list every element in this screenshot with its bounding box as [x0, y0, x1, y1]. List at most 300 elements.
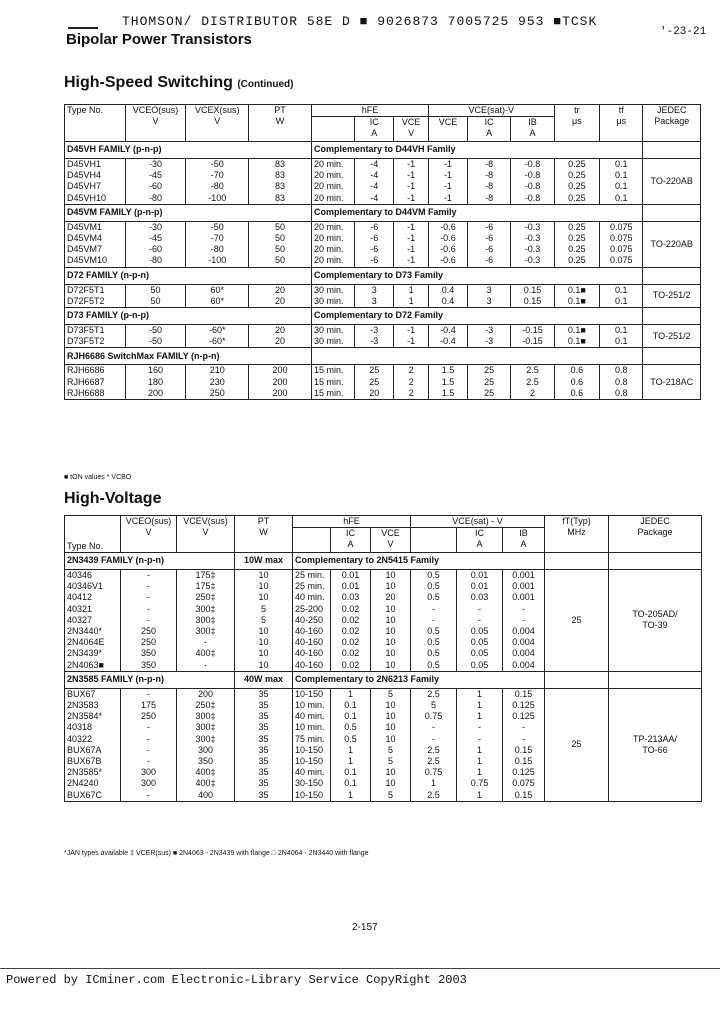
family-row: [65, 308, 701, 325]
hv-col-pt: PT W: [235, 516, 293, 553]
hs-section-title: [64, 74, 293, 92]
table-cell: 40 min.: [293, 767, 331, 778]
table-cell: 0.02: [331, 626, 371, 637]
table-cell: 35: [235, 790, 293, 802]
table-cell: 30-150: [293, 778, 331, 789]
table-cell: 10: [235, 648, 293, 659]
table-cell: 15 min.: [311, 388, 354, 400]
table-cell: 300‡: [177, 626, 235, 637]
family-row: [65, 553, 702, 570]
table-cell: 1: [411, 778, 457, 789]
table-cell: Complementary to 2N6213 Family: [293, 671, 545, 688]
table-cell: 0.25: [554, 193, 600, 205]
table-cell: -: [411, 722, 457, 733]
table-cell: 0.15: [511, 296, 554, 308]
table-cell: -45: [125, 233, 186, 244]
table-cell: Complementary to D44VM Family: [311, 204, 643, 221]
table-cell: 10: [235, 637, 293, 648]
table-cell: 0.075: [503, 778, 545, 789]
table-cell: -50: [125, 336, 186, 348]
table-cell: 10: [371, 711, 411, 722]
table-row: [65, 325, 701, 337]
table-cell: 5: [371, 688, 411, 700]
table-cell: 60*: [186, 296, 249, 308]
table-cell: 25 min.: [293, 581, 331, 592]
hv-col-vcev: VCEV(sus) V: [177, 516, 235, 553]
empty-cell: [545, 671, 609, 688]
table-cell: 20 min.: [311, 244, 354, 255]
table-cell: 20: [355, 388, 394, 400]
table-cell: 40318: [67, 722, 93, 733]
table-cell: 0.6: [554, 365, 600, 377]
table-cell: -0.15: [511, 325, 554, 337]
hs-col-vcex: VCEX(sus) V: [186, 105, 249, 142]
table-cell: 0.05: [457, 648, 503, 659]
hv-col-type: Type No.: [67, 541, 104, 551]
hv-col-vce: VCE V: [371, 528, 411, 553]
table-cell: 250: [121, 637, 177, 648]
table-cell: 0.02: [331, 604, 371, 615]
hv-footnote: *JAN types available ‡ VCER(sus) ■ 2N4063 - 2N3439 with flange □ 2N4064 - 2N3440 with flange: [64, 850, 369, 857]
page-header: THOMSON/ DISTRIBUTOR 58E D ■ 9026873 7005725 953 ■TCSK: [122, 14, 598, 29]
table-cell: 0.8: [600, 388, 643, 400]
table-cell: 0.1: [600, 193, 643, 205]
table-cell: 175‡: [177, 581, 235, 592]
table-cell: 60*: [186, 284, 249, 296]
table-cell: -0.8: [511, 159, 554, 171]
table-cell: 5: [411, 700, 457, 711]
table-cell: 0.01: [331, 581, 371, 592]
table-cell: 0.004: [503, 637, 545, 648]
hv-col-vc: [411, 528, 457, 553]
table-cell: 2N3439 FAMILY (n-p-n): [65, 553, 235, 570]
table-cell: -1: [394, 181, 429, 192]
table-cell: 0.075: [600, 255, 643, 267]
table-cell: 20 min.: [311, 233, 354, 244]
table-cell: 20: [249, 325, 312, 337]
table-cell: 300: [121, 778, 177, 789]
table-cell: -: [121, 581, 177, 592]
table-cell: 0.4: [428, 284, 467, 296]
hv-col-vceo: VCEO(sus) V: [121, 516, 177, 553]
table-cell: -60*: [186, 325, 249, 337]
table-cell: 0.1■: [554, 325, 600, 337]
table-cell: 10: [371, 734, 411, 745]
table-cell: 75 min.: [293, 734, 331, 745]
table-cell: -80: [186, 181, 249, 192]
table-cell: 50: [249, 255, 312, 267]
table-cell: -30: [125, 221, 186, 233]
family-row: [65, 348, 701, 365]
table-cell: 40322: [67, 733, 93, 744]
table-cell: 10: [371, 767, 411, 778]
table-cell: 0.15: [503, 790, 545, 802]
table-cell: 2N3440*: [67, 626, 103, 637]
table-cell: 2: [394, 388, 429, 400]
table-cell: 10: [371, 778, 411, 789]
table-cell: 0.1: [600, 284, 643, 296]
table-cell: -60: [125, 244, 186, 255]
table-cell: 10: [371, 700, 411, 711]
table-cell: -0.8: [511, 193, 554, 205]
table-cell: -: [503, 615, 545, 626]
hs-col-vc: VCE: [428, 117, 467, 142]
table-cell: 400: [177, 790, 235, 802]
table-cell: D45VM1: [67, 221, 103, 232]
table-cell: -: [411, 615, 457, 626]
table-cell: -1: [394, 244, 429, 255]
empty-cell: [643, 308, 701, 325]
table-cell: 0.8: [600, 377, 643, 388]
table-cell: D45VH7: [67, 181, 102, 192]
table-cell: 3: [355, 296, 394, 308]
empty-cell: [643, 142, 701, 159]
table-cell: -1: [394, 193, 429, 205]
table-cell: 0.01: [457, 570, 503, 582]
table-cell: 0.25: [554, 181, 600, 192]
table-cell: -: [121, 756, 177, 767]
table-cell: Complementary to D73 Family: [311, 267, 643, 284]
table-cell: 10: [371, 615, 411, 626]
table-cell: 50: [249, 233, 312, 244]
empty-cell: [643, 348, 701, 365]
table-cell: 5: [371, 745, 411, 756]
hv-col-hfe: hFE: [293, 516, 411, 528]
table-cell: 30 min.: [311, 296, 354, 308]
table-cell: D73F5T2: [67, 336, 105, 347]
table-cell: 0.004: [503, 626, 545, 637]
table-cell: D45VM4: [67, 233, 103, 244]
table-cell: 2N3583: [67, 700, 99, 711]
table-row: [65, 159, 701, 171]
table-cell: 83: [249, 181, 312, 192]
table-cell: 0.02: [331, 660, 371, 672]
table-cell: 83: [249, 193, 312, 205]
table-cell: 300‡: [177, 711, 235, 722]
table-cell: 0.001: [503, 581, 545, 592]
table-row: [65, 221, 701, 233]
table-cell: -0.8: [511, 170, 554, 181]
table-cell: D72 FAMILY (n-p-n): [65, 267, 312, 284]
table-cell: -1: [394, 336, 429, 348]
table-cell: 1: [457, 745, 503, 756]
table-cell: 25 min.: [293, 570, 331, 582]
table-cell: 200: [249, 365, 312, 377]
table-cell: 1: [331, 790, 371, 802]
table-cell: -0.15: [511, 336, 554, 348]
table-cell: 2N3439*: [67, 648, 103, 659]
table-cell: 0.1: [600, 170, 643, 181]
table-cell: 30 min.: [311, 336, 354, 348]
table-cell: 0.125: [503, 767, 545, 778]
table-row: [65, 181, 701, 192]
table-cell: 0.1: [331, 711, 371, 722]
table-cell: 0.001: [503, 570, 545, 582]
table-cell: 0.02: [331, 637, 371, 648]
table-cell: 25: [355, 377, 394, 388]
table-cell: 300‡: [177, 604, 235, 615]
table-cell: -3: [355, 336, 394, 348]
table-cell: 25: [545, 688, 609, 801]
table-cell: -: [121, 790, 177, 802]
table-cell: 160: [125, 365, 186, 377]
table-cell: 0.004: [503, 648, 545, 659]
table-cell: 10 min.: [293, 700, 331, 711]
table-cell: 35: [235, 745, 293, 756]
hv-col-vcesat: VCE(sat) - V: [411, 516, 545, 528]
jedec-line: TO-205AD/: [632, 609, 678, 620]
empty-cell: [311, 348, 643, 365]
table-cell: 200: [249, 388, 312, 400]
table-cell: -30: [125, 159, 186, 171]
table-cell: 0.075: [600, 244, 643, 255]
table-row: [65, 688, 702, 700]
table-cell: -6: [467, 221, 510, 233]
table-cell: -1: [394, 170, 429, 181]
table-cell: 250: [121, 626, 177, 637]
table-cell: 0.75: [411, 711, 457, 722]
table-cell: -: [503, 604, 545, 615]
table-cell: 0.5: [411, 637, 457, 648]
table-cell: 0.01: [457, 581, 503, 592]
table-cell: 1: [457, 767, 503, 778]
table-cell: 0.02: [331, 615, 371, 626]
table-cell: 0.5: [411, 570, 457, 582]
table-cell: 1: [331, 745, 371, 756]
table-cell: -100: [186, 255, 249, 267]
table-cell: -: [457, 734, 503, 745]
table-cell: -60*: [186, 336, 249, 348]
hs-col-vce: VCE V: [394, 117, 429, 142]
table-cell: -1: [394, 221, 429, 233]
table-cell: 1: [331, 688, 371, 700]
table-cell: 10: [371, 604, 411, 615]
table-cell: 10-150: [293, 756, 331, 767]
table-cell: 0.5: [411, 648, 457, 659]
table-cell: 0.4: [428, 296, 467, 308]
table-cell: BUX67: [67, 688, 96, 699]
table-cell: -: [503, 734, 545, 745]
table-row: [65, 336, 701, 348]
table-cell: -1: [394, 255, 429, 267]
corner-code: '-23-21: [660, 26, 707, 38]
table-cell: 35: [235, 734, 293, 745]
table-cell: 1: [331, 756, 371, 767]
jedec-line: TO-66: [642, 744, 668, 755]
table-cell: 5: [235, 604, 293, 615]
table-cell: 0.05: [457, 637, 503, 648]
table-cell: 0.001: [503, 592, 545, 603]
jedec-package-cell: [609, 688, 702, 801]
table-cell: 10-150: [293, 688, 331, 700]
table-cell: D45VM10: [67, 255, 108, 266]
table-cell: 1: [394, 296, 429, 308]
hs-col-vcesat: VCE(sat)-V: [428, 105, 554, 117]
table-cell: -1: [428, 193, 467, 205]
table-cell: D45VH FAMILY (p-n-p): [65, 142, 312, 159]
table-cell: 10: [235, 570, 293, 582]
table-cell: 300: [177, 745, 235, 756]
table-cell: 20: [249, 284, 312, 296]
table-cell: RJH6687: [67, 376, 105, 387]
table-cell: 1: [457, 790, 503, 802]
table-cell: 5: [371, 790, 411, 802]
table-cell: 175: [121, 700, 177, 711]
hs-footnote: ■ tON values * VCBO: [64, 474, 132, 481]
table-cell: 10: [371, 660, 411, 672]
table-cell: 40-160: [293, 660, 331, 672]
high-speed-table: [64, 104, 701, 400]
table-cell: -80: [125, 193, 186, 205]
table-cell: 0.15: [511, 284, 554, 296]
table-cell: 50: [125, 284, 186, 296]
table-cell: -1: [428, 181, 467, 192]
table-cell: 50: [125, 296, 186, 308]
family-row: [65, 204, 701, 221]
table-cell: TO-220AB: [643, 221, 701, 267]
table-cell: 0.125: [503, 711, 545, 722]
table-cell: 0.6: [554, 377, 600, 388]
table-cell: -0.8: [511, 181, 554, 192]
table-cell: 1: [457, 700, 503, 711]
table-cell: 200: [125, 388, 186, 400]
table-cell: 2.5: [411, 756, 457, 767]
footer-rule: [0, 968, 720, 969]
table-cell: 0.03: [331, 592, 371, 603]
table-cell: 300‡: [177, 722, 235, 733]
table-cell: 300‡: [177, 734, 235, 745]
table-cell: 300: [121, 767, 177, 778]
table-cell: -3: [355, 325, 394, 337]
empty-cell: [609, 553, 702, 570]
table-cell: 2N4063■: [67, 659, 104, 670]
jedec-line: TP-213AA/: [633, 733, 678, 744]
table-cell: -: [177, 637, 235, 648]
table-cell: 2: [394, 365, 429, 377]
table-cell: 0.75: [457, 778, 503, 789]
table-cell: 230: [186, 377, 249, 388]
table-cell: -: [411, 604, 457, 615]
table-cell: -0.4: [428, 336, 467, 348]
table-cell: 25: [467, 377, 510, 388]
table-cell: 20: [249, 296, 312, 308]
table-cell: D45VH10: [67, 192, 107, 203]
table-cell: -1: [394, 159, 429, 171]
table-cell: 0.075: [600, 221, 643, 233]
table-cell: 50: [249, 221, 312, 233]
table-cell: -0.3: [511, 221, 554, 233]
table-cell: 35: [235, 700, 293, 711]
table-cell: RJH6686 SwitchMax FAMILY (n-p-n): [65, 348, 312, 365]
table-cell: TO-218AC: [643, 365, 701, 400]
table-cell: 400‡: [177, 778, 235, 789]
table-cell: 40321: [67, 603, 93, 614]
table-cell: -4: [355, 193, 394, 205]
table-cell: 175‡: [177, 570, 235, 582]
table-cell: -1: [394, 325, 429, 337]
hv-col-ic2: IC A: [457, 528, 503, 553]
table-cell: 20 min.: [311, 193, 354, 205]
table-cell: 40346: [67, 570, 93, 580]
table-cell: 10 min.: [293, 722, 331, 733]
table-cell: 0.5: [331, 722, 371, 733]
table-cell: -3: [467, 336, 510, 348]
table-cell: -0.6: [428, 255, 467, 267]
table-cell: 5: [371, 756, 411, 767]
table-cell: -100: [186, 193, 249, 205]
hv-col-hfe-blank: [293, 528, 331, 553]
table-cell: -6: [467, 255, 510, 267]
table-cell: D45VM FAMILY (p-n-p): [65, 204, 312, 221]
table-cell: 0.075: [600, 233, 643, 244]
table-cell: 200: [177, 688, 235, 700]
hv-col-ic: IC A: [331, 528, 371, 553]
table-cell: D72F5T2: [67, 295, 105, 306]
table-cell: 1.5: [428, 388, 467, 400]
table-cell: 40 min.: [293, 592, 331, 603]
table-cell: 2.5: [411, 745, 457, 756]
table-cell: 0.1: [600, 325, 643, 337]
table-cell: RJH6688: [67, 387, 105, 398]
table-cell: -: [121, 592, 177, 603]
table-cell: 2N3585 FAMILY (n-p-n): [65, 671, 235, 688]
table-cell: -: [121, 722, 177, 733]
table-cell: 10-150: [293, 745, 331, 756]
hs-col-hfe: hFE: [311, 105, 428, 117]
table-cell: -70: [186, 170, 249, 181]
table-cell: -0.3: [511, 255, 554, 267]
table-cell: 2N4064E: [67, 637, 105, 648]
table-cell: 1.5: [428, 377, 467, 388]
table-cell: 40412: [67, 592, 93, 603]
table-cell: 10: [371, 581, 411, 592]
table-cell: -60: [125, 181, 186, 192]
table-cell: -6: [355, 244, 394, 255]
empty-cell: [609, 671, 702, 688]
table-cell: 35: [235, 711, 293, 722]
table-cell: 180: [125, 377, 186, 388]
table-cell: 3: [467, 296, 510, 308]
table-row: [65, 233, 701, 244]
table-cell: -70: [186, 233, 249, 244]
table-cell: 2N4240: [67, 778, 99, 789]
table-cell: 0.25: [554, 233, 600, 244]
table-cell: 10: [371, 637, 411, 648]
table-cell: 2.5: [411, 790, 457, 802]
hs-col-ib: IB A: [511, 117, 554, 142]
table-cell: TO-220AB: [643, 159, 701, 205]
table-cell: 2: [394, 377, 429, 388]
table-row: [65, 255, 701, 267]
table-cell: D73F5T1: [67, 325, 105, 336]
table-cell: 0.5: [411, 581, 457, 592]
table-cell: D72F5T1: [67, 284, 105, 295]
table-cell: 20: [371, 592, 411, 603]
table-cell: 25: [467, 388, 510, 400]
table-row: [65, 284, 701, 296]
table-cell: 20: [249, 336, 312, 348]
table-row: [65, 570, 702, 582]
table-cell: Complementary to D44VH Family: [311, 142, 643, 159]
table-cell: 35: [235, 722, 293, 733]
table-cell: 0.004: [503, 660, 545, 672]
table-cell: 0.125: [503, 700, 545, 711]
table-cell: -8: [467, 159, 510, 171]
table-cell: 3: [355, 284, 394, 296]
table-cell: D45VH1: [67, 159, 102, 169]
table-cell: -0.6: [428, 233, 467, 244]
table-cell: 1: [457, 756, 503, 767]
